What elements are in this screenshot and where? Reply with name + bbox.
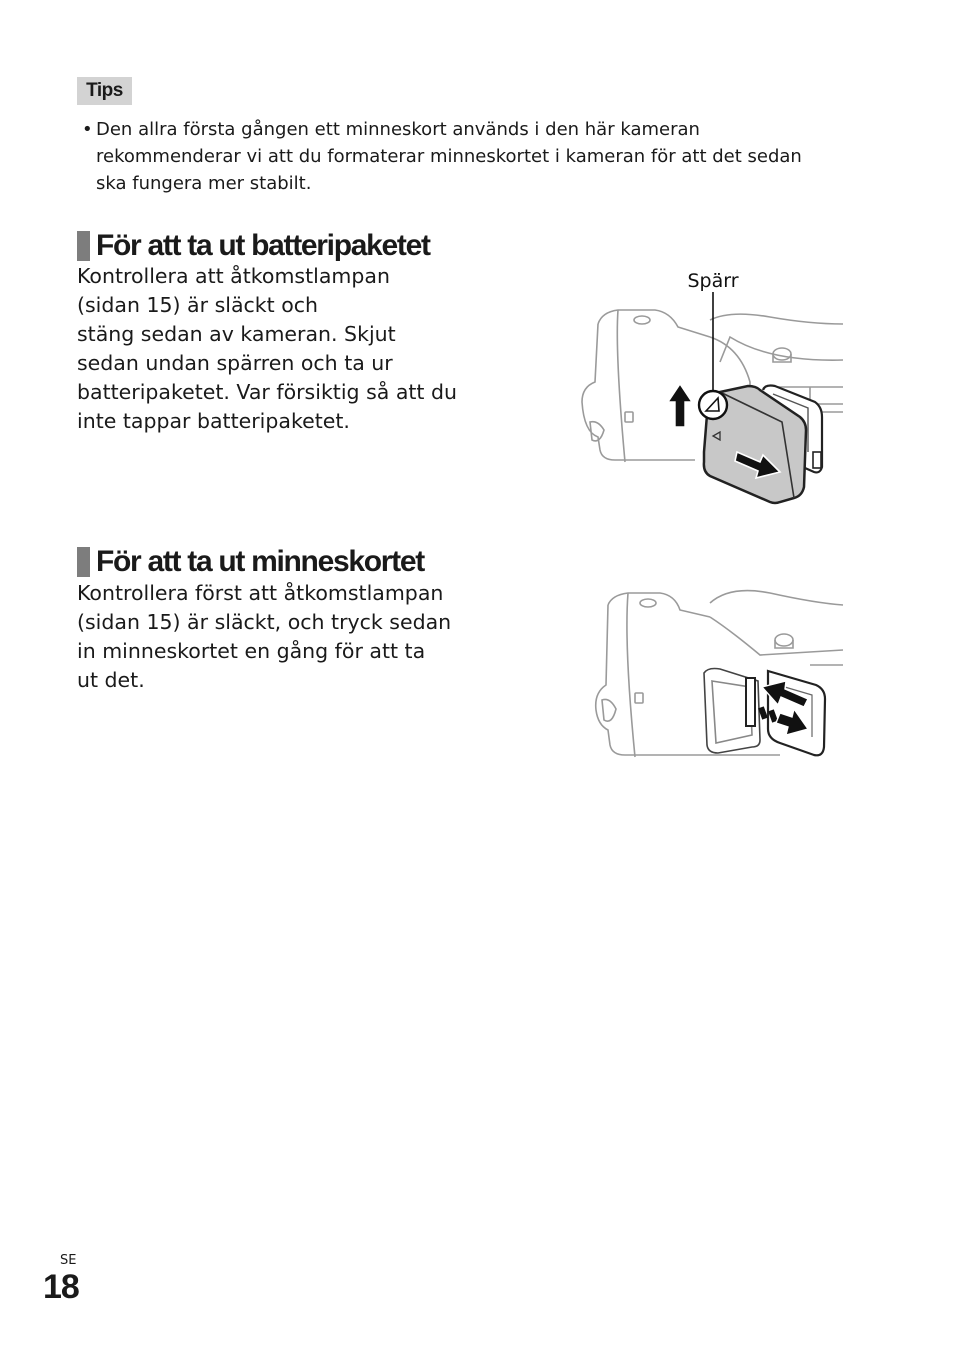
- paragraph-line: inte tappar batteripaketet.: [77, 409, 350, 433]
- heading-bar: [77, 231, 90, 261]
- tips-text: [82, 116, 872, 197]
- heading-text: För att ta ut batteripaketet: [96, 229, 430, 262]
- tips-line: Den allra första gången ett minneskort används i den här kameran: [96, 119, 700, 140]
- page-number: 18: [43, 1268, 79, 1306]
- paragraph-line: sedan undan spärren och ta ur: [77, 351, 393, 375]
- paragraph-line: (sidan 15) är släckt och: [77, 293, 319, 317]
- heading-text: För att ta ut minneskortet: [96, 545, 424, 578]
- paragraph-line: batteripaketet. Var försiktig så att du: [77, 380, 457, 404]
- bullet: •: [82, 119, 93, 140]
- heading-bar: [77, 547, 90, 577]
- section-heading-battery: [77, 229, 430, 263]
- paragraph-line: ut det.: [77, 668, 145, 692]
- arrow-icon: [668, 384, 692, 427]
- language-code: SE: [60, 1253, 77, 1268]
- battery-instructions: [77, 262, 457, 436]
- section-heading-card: [77, 545, 424, 579]
- battery-removal-illustration: [570, 262, 850, 517]
- paragraph-line: (sidan 15) är släckt, och tryck sedan: [77, 610, 452, 634]
- card-compartment: [704, 669, 760, 754]
- tips-line: ska fungera mer stabilt.: [96, 173, 312, 194]
- latch-callout-label: Spärr: [687, 270, 739, 292]
- paragraph-line: Kontrollera först att åtkomstlampan: [77, 581, 444, 605]
- tips-line: rekommenderar vi att du formaterar minneskortet i kameran för att det sedan: [96, 146, 802, 167]
- paragraph-line: stäng sedan av kameran. Skjut: [77, 322, 396, 346]
- paragraph-line: in minneskortet en gång för att ta: [77, 639, 426, 663]
- card-instructions: [77, 579, 451, 695]
- paragraph-line: Kontrollera att åtkomstlampan: [77, 264, 390, 288]
- tips-label: Tips: [77, 77, 132, 105]
- memory-card-removal-illustration: [580, 585, 850, 765]
